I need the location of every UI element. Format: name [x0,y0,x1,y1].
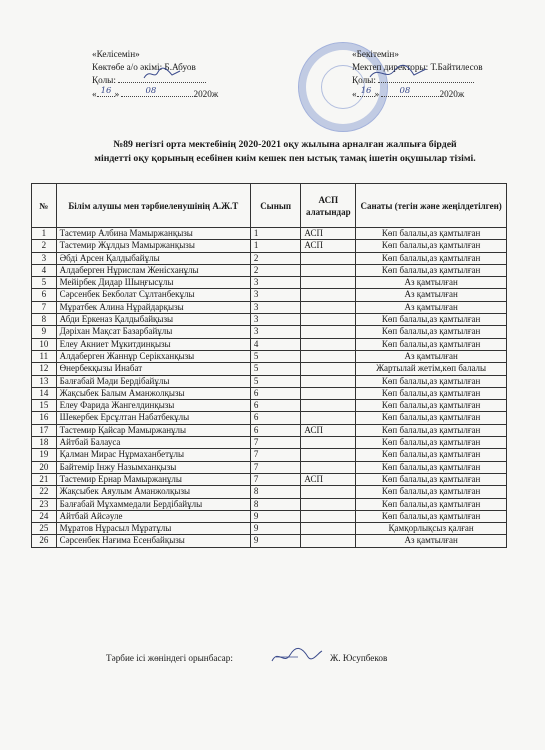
table-row [32,412,507,424]
cell-name: Алдаберген Жаннұр Серікханқызы [56,350,250,362]
cell-asp [301,338,356,350]
cell-num: 16 [32,412,57,424]
date-month-field-right [381,87,439,101]
cell-category: Көп балалы,аз қамтылған [356,461,507,473]
signature-left [142,66,182,82]
date-quote-close-left: » [114,88,120,99]
cell-name: Тастемир Қайсар Мамыржанұлы [56,424,250,436]
cell-asp [301,326,356,338]
table-row [32,424,507,436]
cell-name: Балғабай Мұхаммедали Бердібайұлы [56,498,250,510]
cell-grade: 6 [250,424,301,436]
cell-num: 13 [32,375,57,387]
cell-grade: 1 [250,240,301,252]
cell-name: Мұратбек Алина Нұрайдарқызы [56,301,250,313]
cell-num: 6 [32,289,57,301]
table-row [32,289,507,301]
cell-asp [301,363,356,375]
table-row [32,277,507,289]
cell-category: Көп балалы,аз қамтылған [356,228,507,240]
cell-category: Көп балалы,аз қамтылған [356,424,507,436]
cell-name: Тастемир Албина Мамыржанқызы [56,228,250,240]
cell-grade: 5 [250,363,301,375]
cell-category: Көп балалы,аз қамтылған [356,449,507,461]
signature-field-right [378,73,474,87]
cell-name: Өнербекқызы Инабат [56,363,250,375]
cell-category: Көп балалы,аз қамтылған [356,510,507,522]
date-year-right: 2020ж [439,88,465,99]
cell-category: Көп балалы,аз қамтылған [356,437,507,449]
cell-grade: 6 [250,412,301,424]
cell-grade: 5 [250,350,301,362]
cell-asp [301,486,356,498]
cell-grade: 8 [250,498,301,510]
approval-block-right [352,48,483,100]
cell-asp: АСП [301,424,356,436]
cell-name: Абди Еркеназ Қалдыбайқызы [56,314,250,326]
cell-name: Дәрiхан Мақсат Базарбайұлы [56,326,250,338]
table-row [32,252,507,264]
date-line-left [92,87,218,101]
cell-category: Көп балалы,аз қамтылған [356,400,507,412]
title-line-2: міндетті оқу қорының есебінен киім кешек пен ыстық тамақ ішетін оқушылар тізімі. [94,152,476,164]
cell-asp: АСП [301,240,356,252]
table-row [32,363,507,375]
cell-num: 8 [32,314,57,326]
cell-category: Көп балалы,аз қамтылған [356,412,507,424]
cell-num: 22 [32,486,57,498]
table-row [32,326,507,338]
cell-name: Тастемир Ернар Мамыржанұлы [56,473,250,485]
cell-grade: 7 [250,473,301,485]
cell-category: Көп балалы,аз қамтылған [356,240,507,252]
cell-num: 2 [32,240,57,252]
cell-grade: 9 [250,535,301,547]
cell-category: Көп балалы,аз қамтылған [356,264,507,276]
cell-asp [301,301,356,313]
date-day-right: 16 [360,85,372,96]
cell-category: Көп балалы,аз қамтылған [356,387,507,399]
cell-asp [301,535,356,547]
cell-asp [301,277,356,289]
table-row [32,461,507,473]
table-row [32,387,507,399]
header-category: Санаты (тегін және жеңілдетілген) [356,184,507,228]
date-month-field-left [121,87,193,101]
cell-name: Елеу Фарида Жангелдинқызы [56,400,250,412]
cell-category: Аз қамтылған [356,301,507,313]
cell-name: Айтбай Айсәуле [56,510,250,522]
cell-grade: 3 [250,301,301,313]
cell-asp [301,350,356,362]
cell-name: Байтемір Інжу Назымханқызы [56,461,250,473]
table-row [32,498,507,510]
footer-name: Ж. Юсупбеков [330,653,388,663]
cell-grade: 2 [250,264,301,276]
cell-num: 9 [32,326,57,338]
cell-category: Көп балалы,аз қамтылған [356,486,507,498]
cell-category: Көп балалы,аз қамтылған [356,326,507,338]
signature-label-left: Қолы: [92,75,116,86]
cell-asp [301,498,356,510]
cell-asp: АСП [301,228,356,240]
cell-grade: 5 [250,375,301,387]
table-row [32,240,507,252]
table-row [32,486,507,498]
cell-category: Көп балалы,аз қамтылған [356,375,507,387]
cell-grade: 3 [250,314,301,326]
approval-heading-left: «Келісемін» [92,49,140,59]
header-asp: АСП алатындар [301,184,356,228]
cell-category: Көп балалы,аз қамтылған [356,498,507,510]
cell-num: 25 [32,523,57,535]
cell-name: Шекербек Ерсұлтан Набатбекұлы [56,412,250,424]
date-month-left: 08 [145,85,157,96]
cell-num: 10 [32,338,57,350]
cell-num: 17 [32,424,57,436]
cell-name: Жақсыбек Аяулым Аманжолқызы [56,486,250,498]
cell-category: Көп балалы,аз қамтылған [356,314,507,326]
cell-num: 18 [32,437,57,449]
document-title [60,138,510,166]
approval-block-left [92,48,218,100]
cell-num: 21 [32,473,57,485]
cell-num: 19 [32,449,57,461]
students-table [31,183,507,548]
cell-name: Сәрсенбек Бекболат Сұлтанбекұлы [56,289,250,301]
table-row [32,301,507,313]
table-row [32,510,507,522]
cell-asp [301,523,356,535]
cell-num: 15 [32,400,57,412]
approval-heading-right: «Бекітемін» [352,49,399,59]
header-grade: Сынып [250,184,301,228]
cell-grade: 3 [250,326,301,338]
cell-asp: АСП [301,473,356,485]
cell-name: Айтбай Балауса [56,437,250,449]
cell-grade: 3 [250,277,301,289]
date-line-right [352,87,483,101]
date-day-field-right [357,87,375,101]
footer-role: Тәрбие ісі жөніндегі орынбасар: [106,653,233,663]
cell-category: Аз қамтылған [356,277,507,289]
table-row [32,523,507,535]
cell-grade: 4 [250,338,301,350]
cell-asp [301,400,356,412]
date-quote-open-left: « [92,88,97,99]
header-num: № [32,184,57,228]
cell-name: Алдаберген Нұрислам Женісханұлы [56,264,250,276]
date-quote-close-right: » [374,88,380,99]
date-year-left: 2020ж [193,88,219,99]
cell-num: 3 [32,252,57,264]
cell-num: 20 [32,461,57,473]
cell-num: 1 [32,228,57,240]
cell-grade: 6 [250,387,301,399]
akim-line: Көктөбе а/о әкімі: Б.Абуов [92,61,196,72]
table-row [32,375,507,387]
signature-label-right: Қолы: [352,75,376,86]
cell-num: 23 [32,498,57,510]
cell-num: 4 [32,264,57,276]
table-row [32,264,507,276]
cell-category: Аз қамтылған [356,289,507,301]
cell-category: Көп балалы,аз қамтылған [356,473,507,485]
date-day-field-left [97,87,115,101]
cell-num: 26 [32,535,57,547]
cell-grade: 6 [250,400,301,412]
cell-category: Қамқорлықсыз қалған [356,523,507,535]
cell-asp [301,289,356,301]
table-row [32,228,507,240]
cell-asp [301,437,356,449]
cell-grade: 7 [250,449,301,461]
signature-right [368,63,428,83]
cell-category: Аз қамтылған [356,350,507,362]
cell-name: Қалман Мирас Нұрмаханбетұлы [56,449,250,461]
cell-category: Аз қамтылған [356,535,507,547]
cell-grade: 7 [250,461,301,473]
cell-name: Балғабай Мәди Бердібайұлы [56,375,250,387]
cell-asp [301,449,356,461]
date-month-right: 08 [399,85,411,96]
title-line-1: №89 негізгі орта мектебінің 2020-2021 оқу жылына арналған жалпыға бірдей [113,139,457,150]
date-quote-open-right: « [352,88,357,99]
table-row [32,449,507,461]
table-row [32,314,507,326]
header-name: Білім алушы мен тәрбиеленушінің А.Ж.Т [56,184,250,228]
director-line: Мектеп директоры: Т.Байтилесов [352,61,483,72]
cell-asp [301,375,356,387]
cell-grade: 9 [250,510,301,522]
table-row [32,350,507,362]
cell-num: 24 [32,510,57,522]
table-row [32,400,507,412]
cell-name: Әбді Арсен Қалдыбайұлы [56,252,250,264]
cell-asp [301,252,356,264]
cell-asp [301,510,356,522]
cell-name: Сәрсенбек Нағима Есенбайқызы [56,535,250,547]
table-body [32,228,507,548]
cell-category: Көп балалы,аз қамтылған [356,252,507,264]
cell-grade: 8 [250,486,301,498]
footer-signature [268,645,324,667]
cell-category: Көп балалы,аз қамтылған [356,338,507,350]
table-row [32,338,507,350]
cell-grade: 3 [250,289,301,301]
signature-line-right [352,73,483,87]
cell-category: Жартылай жетім,көп балалы [356,363,507,375]
cell-asp [301,387,356,399]
cell-asp [301,461,356,473]
cell-num: 11 [32,350,57,362]
table-header-row [32,184,507,228]
cell-name: Елеу Акниет Мұкитдинқызы [56,338,250,350]
cell-asp [301,412,356,424]
cell-name: Жақсыбек Балым Аманжолқызы [56,387,250,399]
cell-name: Мейірбек Дидар Шыңғысұлы [56,277,250,289]
table-row [32,437,507,449]
cell-asp [301,264,356,276]
cell-name: Мұратов Нұрасыл Мұратұлы [56,523,250,535]
cell-grade: 7 [250,437,301,449]
cell-num: 5 [32,277,57,289]
date-day-left: 16 [100,85,112,96]
cell-name: Тастемир Жұлдыз Мамыржанқызы [56,240,250,252]
cell-grade: 1 [250,228,301,240]
cell-num: 14 [32,387,57,399]
table-row [32,473,507,485]
cell-num: 12 [32,363,57,375]
cell-num: 7 [32,301,57,313]
cell-asp [301,314,356,326]
table-row [32,535,507,547]
cell-grade: 9 [250,523,301,535]
cell-grade: 2 [250,252,301,264]
signature-field-left [118,73,206,87]
